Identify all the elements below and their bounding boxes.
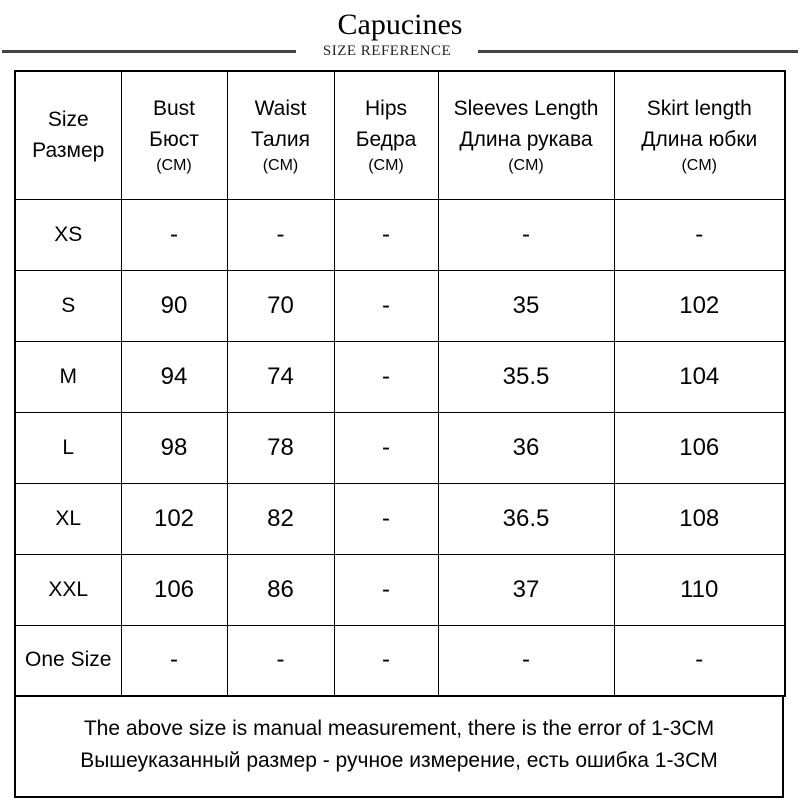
skirt-cell: 108 [614, 483, 785, 554]
size-cell: XS [15, 199, 121, 270]
subtitle-row [0, 42, 800, 60]
header-skirt-length [614, 71, 785, 199]
header-unit: (CM) [508, 157, 544, 175]
skirt-cell: 104 [614, 341, 785, 412]
waist-cell: 82 [227, 483, 334, 554]
waist-cell: 78 [227, 412, 334, 483]
bust-cell: 102 [121, 483, 227, 554]
waist-cell: - [227, 199, 334, 270]
note-russian: Вышеуказанный размер - ручное измерение, есть ошибка 1-3CM [80, 749, 718, 772]
skirt-cell: 102 [614, 270, 785, 341]
hips-cell: - [334, 625, 438, 696]
header-hips [334, 71, 438, 199]
hips-cell: - [334, 341, 438, 412]
size-chart-table [14, 70, 786, 697]
size-cell: L [15, 412, 121, 483]
waist-cell: - [227, 625, 334, 696]
skirt-cell: 106 [614, 412, 785, 483]
table-row [15, 270, 785, 341]
sleeve-cell: 37 [438, 554, 614, 625]
header-label-ru: Талия [251, 128, 310, 152]
table-row [15, 199, 785, 270]
sleeve-cell: - [438, 199, 614, 270]
waist-cell: 74 [227, 341, 334, 412]
sleeve-cell: - [438, 625, 614, 696]
sleeve-cell: 35 [438, 270, 614, 341]
hips-cell: - [334, 199, 438, 270]
header-label-ru: Размер [32, 139, 105, 163]
skirt-cell: - [614, 625, 785, 696]
header-unit: (CM) [156, 157, 192, 175]
size-cell: One Size [15, 625, 121, 696]
table-row [15, 625, 785, 696]
note-english: The above size is manual measurement, there is the error of 1-3CM [83, 717, 715, 740]
hips-cell: - [334, 483, 438, 554]
skirt-cell: - [614, 199, 785, 270]
measurement-note [14, 697, 784, 798]
hips-cell: - [334, 270, 438, 341]
header-unit: (CM) [262, 157, 299, 175]
sleeve-cell: 36 [438, 412, 614, 483]
bust-cell: 106 [121, 554, 227, 625]
header-label-ru: Длина юбки [641, 128, 758, 152]
bust-cell: 90 [121, 270, 227, 341]
bust-cell: - [121, 199, 227, 270]
header-row [15, 71, 785, 199]
header-bust [121, 71, 227, 199]
header-label-en: Sleeves Length [453, 97, 599, 121]
size-cell: XXL [15, 554, 121, 625]
divider-left [2, 50, 296, 53]
bust-cell: 98 [121, 412, 227, 483]
header-label-en: Skirt length [646, 97, 752, 121]
header-label-en: Size [47, 108, 89, 132]
header-size [15, 71, 121, 199]
waist-cell: 86 [227, 554, 334, 625]
bust-cell: - [121, 625, 227, 696]
divider-right [478, 50, 798, 53]
header-label-en: Bust [152, 97, 196, 121]
header-unit: (CM) [368, 157, 404, 175]
header-label-en: Waist [254, 97, 307, 121]
table-row [15, 412, 785, 483]
size-cell: XL [15, 483, 121, 554]
hips-cell: - [334, 554, 438, 625]
brand-title: Capucines [337, 8, 463, 41]
table-row [15, 341, 785, 412]
header-waist [227, 71, 334, 199]
table-row [15, 483, 785, 554]
header-label-en: Hips [364, 97, 407, 121]
header-label-ru: Длина рукава [459, 128, 593, 152]
skirt-cell: 110 [614, 554, 785, 625]
hips-cell: - [334, 412, 438, 483]
header-unit: (CM) [681, 157, 718, 175]
size-cell: S [15, 270, 121, 341]
bust-cell: 94 [121, 341, 227, 412]
header-label-ru: Бедра [355, 128, 417, 152]
table-row [15, 554, 785, 625]
sleeve-cell: 36.5 [438, 483, 614, 554]
header-label-ru: Бюст [149, 128, 199, 152]
waist-cell: 70 [227, 270, 334, 341]
subtitle: SIZE REFERENCE [322, 43, 452, 59]
size-cell: M [15, 341, 121, 412]
sleeve-cell: 35.5 [438, 341, 614, 412]
header-sleeves-length [438, 71, 614, 199]
